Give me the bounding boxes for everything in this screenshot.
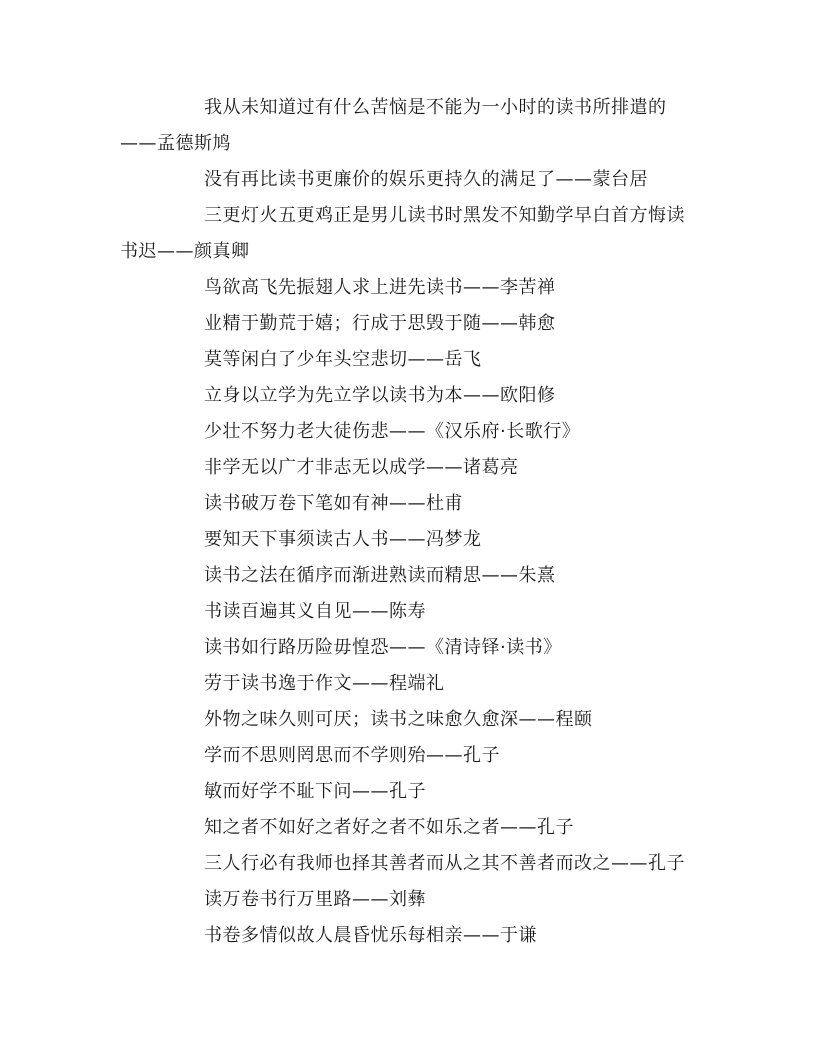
quote-paragraph: 劳于读书逸于作文——程端礼 <box>204 673 445 694</box>
quote-paragraph: 鸟欲高飞先振翅人求上进先读书——李苦禅 <box>204 277 556 298</box>
quote-list <box>120 90 696 954</box>
quote-paragraph: 少壮不努力老大徒伤悲——《汉乐府·长歌行》 <box>204 421 581 442</box>
quote-paragraph: 业精于勤荒于嬉；行成于思毁于随——韩愈 <box>204 313 556 334</box>
quote-paragraph: 读书之法在循序而渐进熟读而精思——朱熹 <box>204 565 556 586</box>
quote-paragraph: 没有再比读书更廉价的娱乐更持久的满足了——蒙台居 <box>204 169 648 190</box>
quote-paragraph: 书卷多情似故人晨昏忧乐每相亲——于谦 <box>204 925 537 946</box>
quote-paragraph: 立身以立学为先立学以读书为本——欧阳修 <box>204 385 556 406</box>
quote-paragraph: 读万卷书行万里路——刘彝 <box>204 889 426 910</box>
quote-paragraph: 敏而好学不耻下问——孔子 <box>204 781 426 802</box>
quote-paragraph: 非学无以广才非志无以成学——诸葛亮 <box>204 457 519 478</box>
quote-paragraph: 三人行必有我师也择其善者而从之其不善者而改之——孔子 <box>204 853 685 874</box>
quote-paragraph: 要知天下事须读古人书——冯梦龙 <box>204 529 482 550</box>
quote-paragraph: 知之者不如好之者好之者不如乐之者——孔子 <box>204 817 574 838</box>
quote-paragraph: 莫等闲白了少年头空悲切——岳飞 <box>204 349 482 370</box>
quote-paragraph: 我从未知道过有什么苦恼是不能为一小时的读书所排遣的——孟德斯鸠 <box>120 97 667 154</box>
quote-paragraph: 三更灯火五更鸡正是男儿读书时黑发不知勤学早白首方悔读书迟——颜真卿 <box>120 205 685 262</box>
quote-paragraph: 读书破万卷下笔如有神——杜甫 <box>204 493 463 514</box>
quote-paragraph: 学而不思则罔思而不学则殆——孔子 <box>204 745 500 766</box>
quote-paragraph: 读书如行路历险毋惶恐——《清诗铎·读书》 <box>204 637 562 658</box>
quote-paragraph: 书读百遍其义自见——陈寿 <box>204 601 426 622</box>
quote-paragraph: 外物之味久则可厌；读书之味愈久愈深——程颐 <box>204 709 593 730</box>
